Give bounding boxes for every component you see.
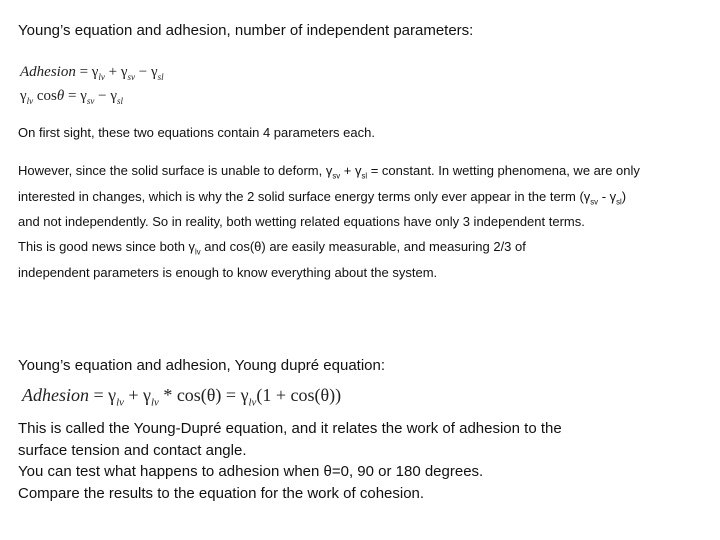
text-line: This is called the Young-Dupré equation, and it relates the work of adhesion to the (18, 420, 562, 437)
paragraph-good-news: This is good news since both $\gamma_{lv}$ and cos(θ) are easily measurable, and measuring 2/3 of independent parameters is enough to know everything about the system. (18, 239, 526, 280)
text-line: surface tension and contact angle. (18, 441, 247, 459)
paragraph-first-sight: On first sight, these two equations contain 4 parameters each. (18, 125, 375, 140)
slide-2-title: Young’s equation and adhesion, Young dupré equation: (18, 357, 386, 374)
slide-2 (0, 345, 720, 540)
text-line: Compare the results to the equation for the work of cohesion. (18, 484, 425, 502)
slide-1-title: Young’s equation and adhesion, number of independent parameters: (18, 22, 474, 39)
adhesion-equation: Adhesion = $\gamma_{lv} + \gamma_{sv} - \gamma_{sl}$ (20, 64, 164, 82)
young-dupre-text (18, 418, 562, 504)
young-dupre-equation: Adhesion = $\gamma_{lv} + \gamma_{lv} * \cos(\theta) = \gamma_{lv}(1 + \cos(\theta))$ (22, 385, 342, 409)
young-equation: $\gamma_{lv}$ $\cos\theta = \gamma_{sv} - \gamma_{sl}$ (20, 88, 123, 106)
text-line: You can test what happens to adhesion when θ=0, 90 or 180 degrees. (18, 463, 484, 480)
paragraph-however: However, since the solid surface is unable to deform, $\gamma_{sv} + \gamma_{sl}$ = constant. In wetting phenomena, we are only interested in changes, which is why the 2 solid surface energy terms only ever appear in the term $(\gamma_{sv} - \gamma_{sl})$ and not independently. So in reality, both wetting related equations have only 3 independent terms. (18, 163, 640, 230)
